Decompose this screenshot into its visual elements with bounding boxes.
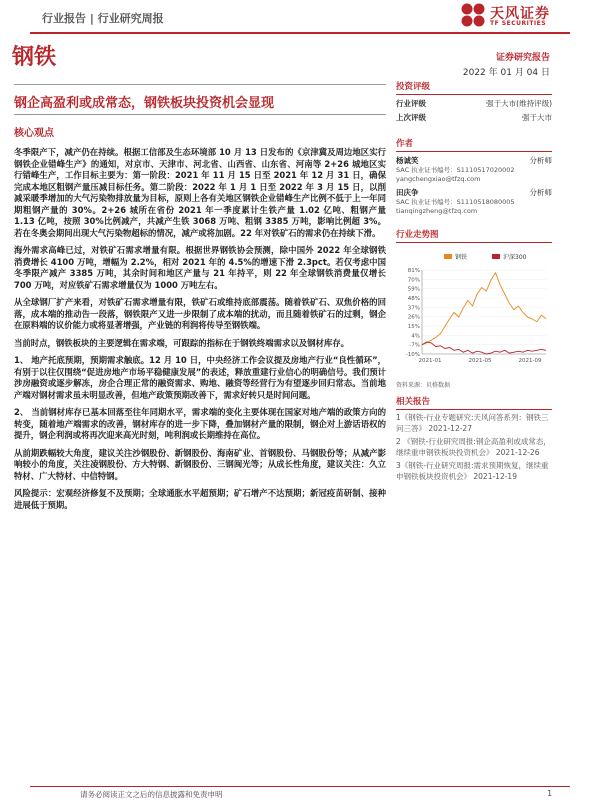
disclaimer: 请务必阅读正文之后的信息披露和免责申明 [80,790,223,799]
paragraph-overseas-demand: 海外需求高峰已过，对铁矿石需求增量有限。根据世界钢铁协会预测，除中国外 2022 年全球钢铁消费增长 4100 万吨，增幅为 2.2%，相对 2021 年的 4.5%的增速下滑 2.3pct。若仅考虑中国冬季限产减产 3385 万吨，其余时间和地区产量与 21 年持平，则 22 年全球钢铁消费量仅增长 700 万吨，对应铁矿石需求增量仅为 1000 万吨左右。 [14,245,386,290]
analyst-card: 杨诚笑 分析师 SAC 执业证书编号：S1110517020002 yangchengxiao@tfzq.com [396,156,552,183]
previous-rating: 上次评级 强于大市 [396,113,552,122]
industry-trend-chart [396,248,552,374]
chart-source: 资料来源：贝格数据 [396,382,451,389]
legend-label: 沪深300 [503,254,527,261]
series-line [422,273,546,345]
headline-divider [14,114,386,115]
y-tick-label: -10% [405,352,420,358]
analyst-email[interactable]: yangchengxiao@tfzq.com [396,175,481,183]
x-tick-label: 2021-05 [468,358,492,364]
y-tick-label: 37% [407,305,420,312]
y-tick-label: 48% [407,296,420,302]
report-type: 证券研究报告 [495,53,550,63]
related-section-title: 相关报告 [396,395,552,410]
y-tick-label: 81% [407,268,420,274]
report-headline: 钢企高盈利或成常态，钢铁板块投资机会显现 [14,96,275,111]
series-line [422,342,546,354]
analyst-email[interactable]: tianqingzheng@tfzq.com [396,207,478,215]
main-content [14,124,386,517]
header-divider [30,32,570,34]
author-section-title: 作者 [396,137,552,152]
x-tick-label: 2021-09 [518,358,542,364]
related-report-link[interactable]: 3《钢铁-行业研究周报:需求预期恢复，继续重申钢铁板块投资机会》 2021-12-19 [396,461,549,481]
y-tick-label: 15% [407,324,420,330]
related-report-link[interactable]: 2 《钢铁-行业研究周报:钢企高盈利或成常态，继续重申钢铁板块投资机会》 2021-12-26 [396,437,551,457]
chart-section-title: 行业走势图 [396,228,552,243]
industry-rating: 行业评级 强于大市(维持评级) [396,99,552,108]
title-divider [14,84,386,85]
brand-name-en: TF SECURITIES [490,20,547,27]
paragraph-expansion: 从全球钢厂扩产来看，对铁矿石需求增量有限，铁矿石或维持底部震荡。随着铁矿石、双焦价格的回落，成本端的推动告一段落，钢铁限产又进一步限制了成本端的扰动，而且随着铁矿石的过剩，钢企在原料端的议价能力或将显著增强，产业链的利润将传导至钢铁端。 [14,297,386,330]
report-date: 2022 年 01 月 04 日 [462,68,550,78]
brand-name-cn: 天风证券 [490,6,550,22]
paragraph-real-estate: 1、 地产托底预期，预期需求触底。12 月 10 日，中央经济工作会议提及房地产行业“良性循环”，有别于以往仅围绕“促进房地产市场平稳健康发展”的表述，释放重建行业信心的明确信号。我们预计涉房融资或逐步解冻，房企合理正常的融资需求、购地、融资等经营行为有望逐步回归常态。当前地产端对钢材需求虽未明显改善，但地产政策预期改善下，需求好转只是时间问题。 [14,355,386,400]
y-tick-label: -7% [409,342,420,349]
legend-swatch [444,254,452,259]
related-report-link[interactable]: 1《钢铁-行业专题研究:天风问答系列：钢铁三问三答》 2021-12-27 [396,413,549,433]
legend-swatch [492,254,500,259]
paragraph-current-logic: 当前时点，钢铁板块的主要逻辑在需求端，可跟踪的指标在于钢铁终端需求以及钢材库存。 [14,337,349,348]
brand-logo-icon [460,2,486,28]
footer-divider [30,786,570,787]
paragraph-inventory: 2、 当前钢材库存已基本回落至往年同期水平，需求端的变化主要体现在国家对地产端的政策方向的转变，随着地产端需求的改善，钢材库存的进一步下降，叠加钢材产量的限制，钢企对上游话语权的提升，钢企利润或将再次迎来高光时刻，吨利润或长期维持在高位。 [14,407,386,440]
y-tick-label: 70% [407,277,420,284]
y-tick-label: 59% [407,286,420,293]
analyst-card: 田庆争 分析师 SAC 执业证书编号：S1110518080005 tianqingzheng@tfzq.com [396,188,552,215]
sector-title: 钢铁 [12,45,57,70]
core-view-title: 核心观点 [14,128,54,139]
sidebar [396,80,552,485]
brand-logo [460,0,570,32]
y-tick-label: 26% [407,314,420,321]
paragraph-risk: 风险提示：宏观经济修复不及预期；全球通胀水平超预期；矿石增产不达预期；新冠疫苗研制、接种进展低于预期。 [14,488,386,510]
y-tick-label: 4% [411,333,420,340]
paragraph-production-cut: 冬季限产下，减产仍在持续。根据工信部及生态环境部 10 月 13 日发布的《京津冀及周边地区实行钢铁企业错峰生产》的通知，对京市、天津市、河北省、山西省、山东省、河南等 2+26 城地区实行错峰生产，工作目标主要为：第一阶段：2021 年 11 月 15 日至 2021 年 12 月 31 日，确保完成本地区粗钢产量压减目标任务。第二阶段：2022 年 1 月 1 日至 2022 年 3 月 15 日，以削减采暖季增加的大气污染物排放量为目标，原则上各有关地区钢铁企业错峰生产比例不低于上一年同期粗钢产量的 30%。2+26 城所在省份 2021 年一季度累计生铁产量 1.02 亿吨、粗钢产量 1.13 亿吨，按照 30%比例减产，共减产生铁 3068 万吨、粗钢 3385 万吨，影响比例超 3%。若在冬奥会期间出现大气污染物超标的情况，减产或将加剧。22 年对铁矿石的需求仍在持续下滑。 [14,147,386,238]
x-tick-label: 2021-01 [418,358,442,364]
page-number: 1 [547,789,552,798]
paragraph-recommendations: 从前期跌幅较大角度，建议关注沙钢股份、新钢股份、海南矿业、首钢股份、马钢股份等；从减产影响较小的角度，关注凌钢股份、方大特钢、新钢股份、三钢闽光等；从成长性角度，建议关注：久立特材、广大特材、中信特钢。 [14,447,386,481]
breadcrumb: 行业报告 | 行业研究周报 [42,12,164,25]
rating-section-title: 投资评级 [396,80,552,95]
legend-label: 钢铁 [455,254,468,261]
